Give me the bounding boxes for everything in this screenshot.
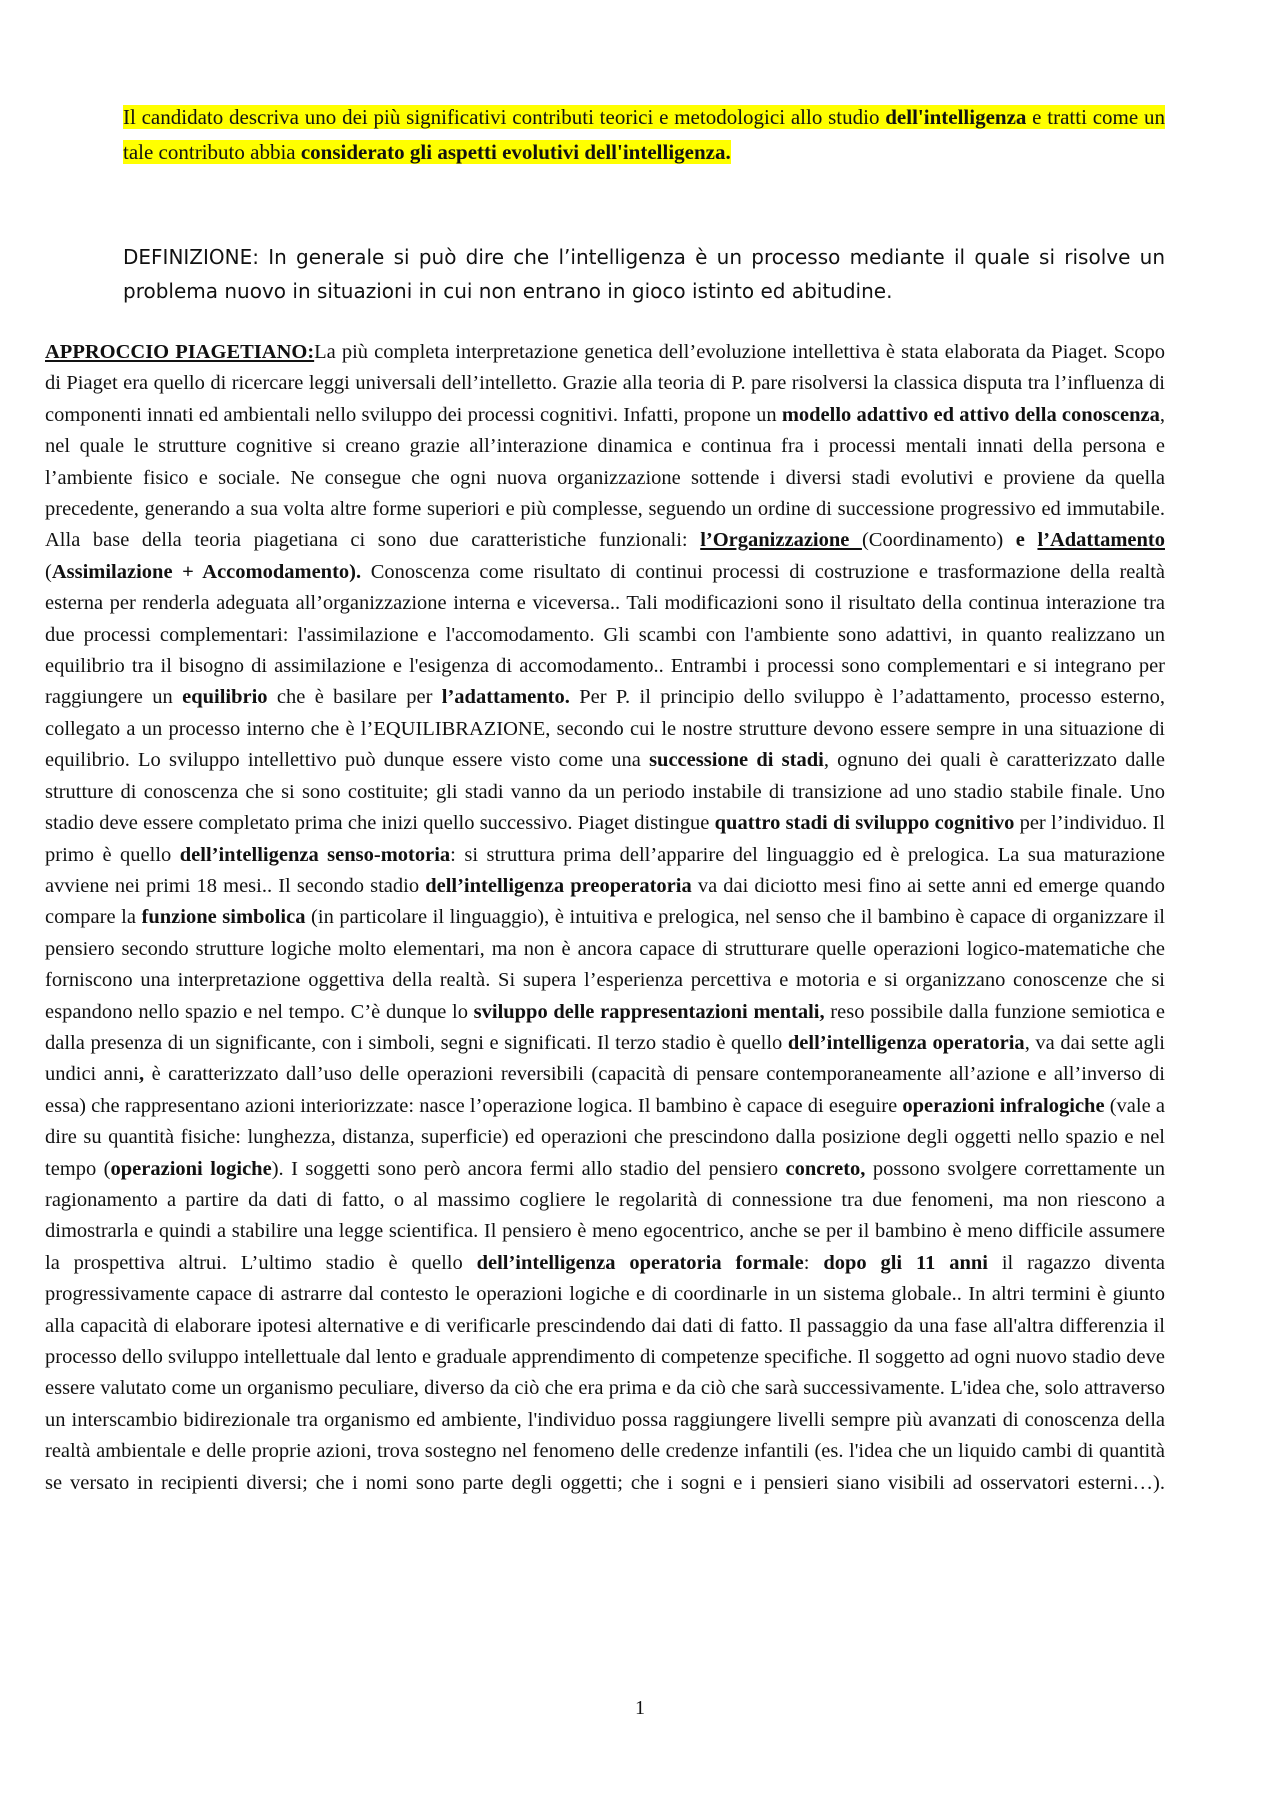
bold-run: dell’intelligenza operatoria — [787, 1031, 1025, 1054]
bold-run: modello adattivo ed attivo della conoscenza — [781, 403, 1160, 426]
text-run: : si struttura prima dell’apparire del linguaggio ed è prelogica. La sua maturazione avviene nei primi 18 mesi.. Il secondo stadio — [45, 843, 1165, 897]
text-run: il ragazzo diventa progressivamente capace di astrarre dal contesto le operazioni logiche e di coordinarle in un sistema globale.. In altri termini è giunto alla capacità di elaborare ipotesi alternative e di verificarle prescindendo dai dati di fatto. Il passaggio da una fase all'altra differenzia il processo dello sviluppo intellettuale dal lento e graduale apprendimento di competenze specifiche. Il soggetto ad ogni nuovo stadio deve essere valutato come un organismo peculiare, diverso da ciò che era prima e da ciò che sarà successivamente. L'idea che, solo attraverso un interscambio bidirezionale tra organismo ed ambiente, l'individuo possa raggiungere livelli sempre più avanzati di conoscenza della realtà ambientale e delle proprie azioni, trova sostegno nel fenomeno delle credenze infantili (es. l'idea che un liquido cambi di quantità se versato in recipienti diversi; che i nomi sono parte degli oggetti; che i sogni e i pensieri siano visibili ad osservatori esterni…). — [45, 1251, 1165, 1494]
text-run: per l’individuo. Il primo è quello — [45, 812, 1166, 866]
text-run: ). I soggetti sono però ancora fermi allo stadio del pensiero — [271, 1157, 786, 1180]
text-run: che è basilare per — [267, 686, 442, 709]
bold-run: quattro stadi di sviluppo cognitivo — [714, 812, 1015, 835]
question-text-1: Il candidato descriva uno dei più significativi contributi teorici e metodologici allo studio — [123, 105, 886, 129]
bold-run: funzione simbolica — [141, 906, 306, 929]
bold-run: dell’intelligenza operatoria formale — [476, 1251, 804, 1274]
question-bold-1: dell'intelligenza — [885, 105, 1027, 129]
bold-run: dopo gli 11 anni — [823, 1251, 988, 1274]
bold-run: operazioni infralogiche — [902, 1094, 1105, 1117]
text-run: possono svolgere correttamente un ragionamento a partire da dati di fatto, o al massimo cogliere le regolarità di connessione tra due fenomeni, ma non riescono a dimostrarla e quindi a stabilire una legge scientifica. Il pensiero è meno egocentrico, anche se per il bambino è meno difficile assumere la prospettiva altrui. L’ultimo stadio è quello — [45, 1157, 1165, 1274]
text-run: , va dai sette agli undici anni — [45, 1031, 1166, 1086]
text-run — [1025, 529, 1038, 551]
question-bold-2: considerato gli aspetti evolutivi dell'intelligenza. — [300, 140, 731, 164]
text-run: : — [803, 1251, 824, 1274]
bold-run: sviluppo delle rappresentazioni mentali, — [473, 1000, 825, 1023]
text-run: (Coordinamento) — [861, 529, 1016, 552]
text-run: (in particolare il linguaggio), è intuitiva e prelogica, nel senso che il bambino è capace di organizzare il pensiero secondo strutture logiche molto elementari, ma non è ancora capace di strutturare quelle operazioni logico-matematiche che forniscono una interpretazione oggettiva della realtà. Si supera l’esperienza percettiva e motoria e si organizzano conoscenze che si espandono nello spazio e nel tempo. C’è dunque lo — [45, 906, 1165, 1023]
text-run: ( — [45, 560, 52, 583]
bold-run: successione di stadi — [649, 749, 824, 772]
bold-run: e — [1015, 529, 1025, 552]
bold-run: equilibrio — [182, 686, 268, 709]
bold-run: dell’intelligenza senso-motoria — [179, 843, 451, 866]
text-run: va dai diciotto mesi fino ai sette anni ed emerge quando compare la — [45, 874, 1165, 929]
text-run: reso possibile dalla funzione semiotica e dalla presenza di un significante, con i simboli, segni e significati. Il terzo stadio è quello — [45, 1000, 1165, 1054]
section-heading: APPROCCIO PIAGETIANO: — [45, 341, 315, 363]
text-run: (vale a dire su quantità fisiche: lunghezza, distanza, superficie) ed operazioni che prescindono dalla posizione degli oggetti nello spazio e nel tempo ( — [45, 1094, 1165, 1180]
text-run: La più completa interpretazione genetica dell’evoluzione intellettiva è stata elaborata da Piaget. Scopo di Piaget era quello di ricercare leggi universali dell’intelletto. Grazie alla teoria di P. pare risolversi la classica disputa tra l’influenza di componenti innati ed ambientali nello sviluppo dei processi cognitivi. Infatti, propone un — [45, 341, 1165, 426]
bold-run: , — [139, 1063, 145, 1086]
bold-underlined-run: l’Adattamento — [1037, 529, 1165, 552]
bold-run: operazioni logiche — [110, 1157, 272, 1180]
bold-underlined-run: l’Organizzazione — [700, 529, 862, 552]
text-run: , ognuno dei quali è caratterizzato dalle strutture di conoscenza che si sono costituite; gli stadi vanno da un periodo instabile di transizione ad uno stadio stabile finale. Uno stadio deve essere completato prima che inizi quello successivo. Piaget distingue — [45, 749, 1165, 835]
exam-question — [123, 100, 1165, 170]
text-run: è caratterizzato dall’uso delle operazioni reversibili (capacità di pensare contemporaneamente all’azione e all’inverso di essa) che rappresentano azioni interiorizzate: nasce l’operazione logica. Il bambino è capace di eseguire — [45, 1063, 1165, 1117]
text-run: Per P. il principio dello sviluppo è l’adattamento, processo esterno, collegato a un processo interno che è l’EQUILIBRAZIONE, secondo cui le nostre strutture devono essere sempre in una situazione di equilibrio. Lo sviluppo intellettivo può dunque essere visto come una — [45, 686, 1165, 772]
bold-run: Assimilazione + Accomodamento). — [51, 560, 362, 583]
definition-paragraph: DEFINIZIONE: In generale si può dire che l’intelligenza è un processo mediante il quale si risolve un problema nuovo in situazioni in cui non entrano in gioco istinto ed abitudine. — [123, 245, 1165, 303]
text-run: , nel quale le strutture cognitive si creano grazie all’interazione dinamica e continua fra i processi mentali innati della persona e l’ambiente fisico e sociale. Ne consegue che ogni nuova organizzazione sottende i diversi stadi evolutivi e proviene da quella precedente, generando a sua volta altre forme superiori e più complesse, seguendo un ordine di successione progressivo ed immutabile. Alla base della teoria piagetiana ci sono due caratteristiche funzionali: — [45, 403, 1165, 552]
bold-run: dell’intelligenza preoperatoria — [425, 874, 692, 897]
piaget-approach-paragraph — [45, 337, 1165, 1499]
question-text-2: e tratti come un tale contributo abbia — [123, 105, 1165, 164]
bold-run: l’adattamento. — [441, 686, 570, 709]
text-run: Conoscenza come risultato di continui processi di costruzione e trasformazione della realtà esterna per renderla adeguata all’organizzazione interna e viceversa.. Tali modificazioni sono il risultato della continua interazione tra due processi complementari: l'assimilazione e l'accomodamento. Gli scambi con l'ambiente sono adattivi, in quanto realizzano un equilibrio tra il bisogno di assimilazione e l'esigenza di accomodamento.. Entrambi i processi sono complementari e si integrano per raggiungere un — [45, 560, 1165, 709]
bold-run: concreto, — [785, 1157, 866, 1180]
page-number: 1 — [635, 1697, 645, 1719]
